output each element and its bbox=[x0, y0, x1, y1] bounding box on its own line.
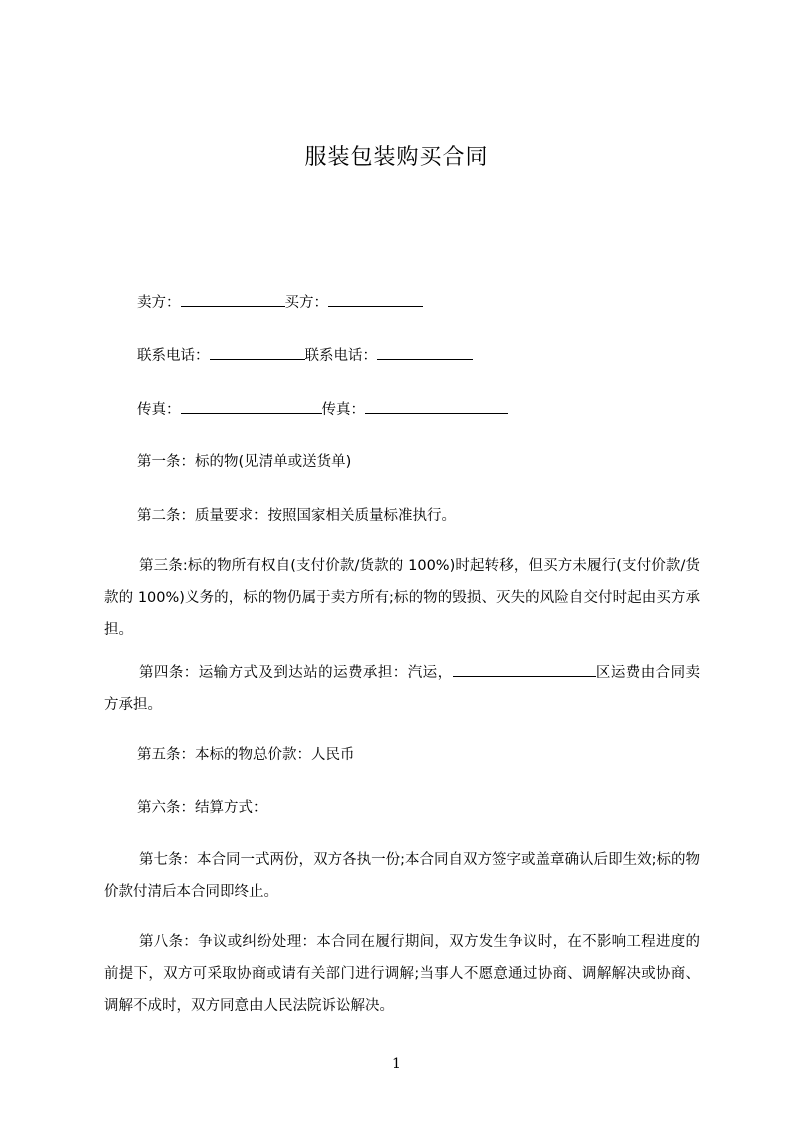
seller-fax-label: 传真： bbox=[137, 402, 181, 418]
buyer-label: 买方： bbox=[284, 295, 328, 311]
seller-fax-blank bbox=[181, 399, 322, 414]
document-title: 服装包装购买合同 bbox=[304, 145, 489, 170]
seller-label: 卖方： bbox=[137, 295, 181, 311]
article-1: 第一条：标的物(见清单或送货单) bbox=[137, 454, 352, 470]
seller-blank bbox=[181, 292, 285, 307]
article-7: 第七条：本合同一式两份，双方各执一份;本合同自双方签字或盖章确认后即生效;标的物价款付清后本合同即终止。 bbox=[104, 852, 700, 900]
page-number: 1 bbox=[392, 1056, 401, 1072]
article-4-prefix: 第四条：运输方式及到达站的运费承担：汽运， bbox=[139, 665, 453, 681]
article-4-suffix: 区运费由合同卖方承担。 bbox=[104, 665, 700, 713]
article-2: 第二条：质量要求：按照国家相关质量标准执行。 bbox=[137, 508, 456, 524]
seller-phone-label: 联系电话： bbox=[137, 348, 210, 364]
article-6: 第六条：结算方式： bbox=[137, 800, 268, 816]
seller-phone-blank bbox=[210, 345, 305, 360]
article-5: 第五条：本标的物总价款：人民币 bbox=[137, 747, 355, 763]
buyer-fax-label: 传真： bbox=[321, 402, 365, 418]
phone-line bbox=[137, 345, 473, 366]
article-3: 第三条:标的物所有权自(支付价款/货款的 100%)时起转移，但买方未履行(支付价款/货款的 100%)义务的，标的物仍属于卖方所有;标的物的毁损、灭失的风险自交付时起由买方承担。 bbox=[104, 558, 700, 638]
buyer-blank bbox=[328, 292, 423, 307]
article-4 bbox=[104, 657, 700, 721]
party-line bbox=[137, 292, 423, 313]
buyer-fax-blank bbox=[365, 399, 508, 414]
fax-line bbox=[137, 399, 508, 420]
article-8: 第八条：争议或纠纷处理：本合同在履行期间，双方发生争议时，在不影响工程进度的前提下，双方可采取协商或请有关部门进行调解;当事人不愿意通过协商、调解解决或协商、调解不成时，双方同意由人民法院诉讼解决。 bbox=[104, 934, 700, 1014]
article-4-blank bbox=[453, 662, 596, 677]
buyer-phone-blank bbox=[377, 345, 473, 360]
buyer-phone-label: 联系电话： bbox=[304, 348, 377, 364]
